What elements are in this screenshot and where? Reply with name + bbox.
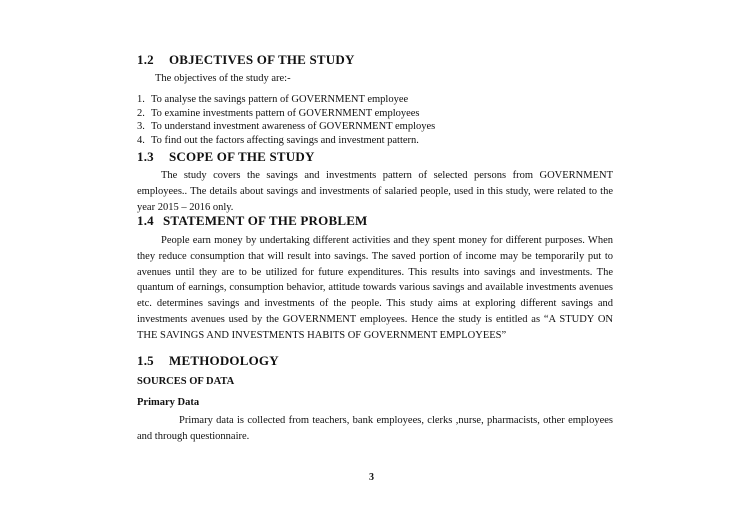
section-heading-problem xyxy=(137,213,368,229)
section-number: 1.3 xyxy=(137,149,154,164)
section-number: 1.4 xyxy=(137,213,154,228)
objectives-intro: The objectives of the study are:- xyxy=(155,73,291,84)
section-title: STATEMENT OF THE PROBLEM xyxy=(163,213,368,228)
primary-data-heading: Primary Data xyxy=(137,397,200,408)
section-heading-scope xyxy=(137,149,315,165)
problem-paragraph: People earn money by undertaking different activities and they spent money for different purposes. When they reduce consumption that will result into savings. The saved portion of income may be temporarily put to avenues until they are to be utilized for future expenditures. This results into savings and investments. The quantum of earnings, consumption behavior, attitude towards various savings and available investments avenues etc. determines savings and investments of the people. This study aims at exploring different savings and investments avenues used by the GOVERNMENT employees. Hence the study is entitled as “A STUDY ON THE SAVINGS AND INVESTMENTS HABITS OF GOVERNMENT EMPLOYEES” xyxy=(137,235,613,341)
section-heading-objectives xyxy=(137,52,355,68)
page-number: 3 xyxy=(369,472,374,483)
list-item: 2. To examine investments pattern of GOVERNMENT employees xyxy=(137,107,420,119)
section-number: 1.2 xyxy=(137,52,154,67)
objectives-list xyxy=(137,93,435,147)
primary-data-paragraph: Primary data is collected from teachers, bank employees, clerks ,nurse, pharmacists, other employees and through questionnaire. xyxy=(137,415,613,442)
scope-paragraph: The study covers the savings and investments pattern of selected persons from GOVERNMENT employees.. The details about savings and investments of salaried people, used in this study, were related to the year 2015 – 2016 only. xyxy=(137,170,613,213)
section-number: 1.5 xyxy=(137,353,154,368)
list-item: 3. To understand investment awareness of GOVERNMENT employes xyxy=(137,121,436,133)
list-item: 1. To analyse the savings pattern of GOVERNMENT employee xyxy=(137,94,409,105)
list-item: 4. To find out the factors affecting savings and investment pattern. xyxy=(137,134,419,146)
section-title: SCOPE OF THE STUDY xyxy=(169,149,315,164)
sources-of-data-heading: SOURCES OF DATA xyxy=(137,376,235,387)
section-title: METHODOLOGY xyxy=(169,353,279,368)
section-title: OBJECTIVES OF THE STUDY xyxy=(169,52,355,67)
section-heading-methodology xyxy=(137,353,279,369)
